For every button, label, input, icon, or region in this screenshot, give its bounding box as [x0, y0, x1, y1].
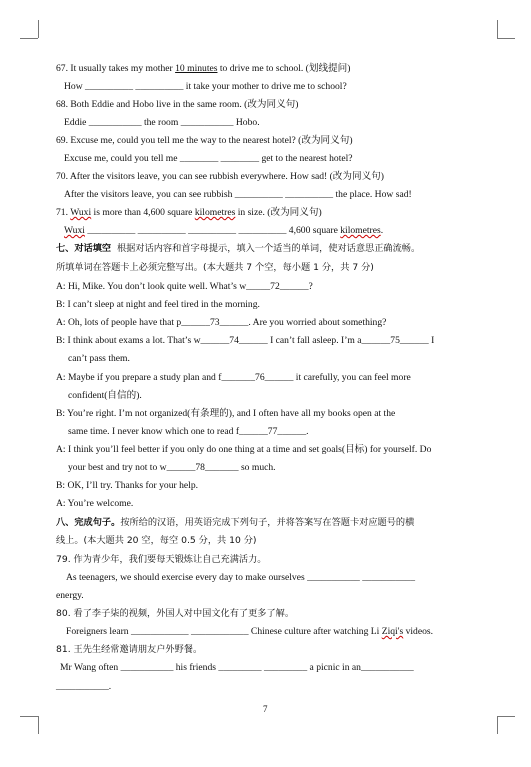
q81-chinese: 81. 王先生经常邀请朋友户外野餐。 — [56, 644, 203, 655]
crop-mark-top-left — [38, 20, 39, 38]
dialogue-line: B: OK, I’ll try. Thanks for your help. — [56, 480, 199, 491]
section-7-instructions-1: 根据对话内容和首字母提示，填入一个适当的单词，使对话意思正确流畅。 — [116, 243, 421, 254]
question-71 — [56, 207, 322, 219]
crop-mark-top-right — [497, 20, 498, 38]
dialogue-line: B: I think about exams a lot. That’s w______74______ I can’t fall asleep. I’m a______75______ I — [56, 335, 435, 346]
q67-answer-line: How __________ __________ it take your mother to drive me to school? — [64, 81, 347, 92]
q67-text-pre: 67. It usually takes my mother — [56, 63, 176, 74]
q71-answer-line — [64, 225, 383, 237]
q71-answer-mid: __________ __________ __________ __________ 4,600 square — [84, 225, 341, 236]
section-8-title: 八、完成句子。 — [56, 517, 121, 528]
q71-answer-wuxi: Wuxi — [64, 225, 85, 236]
dialogue-line: confident(自信的). — [68, 390, 142, 401]
dialogue-line: B: You’re right. I’m not organized(有条理的), and I often have all my books open at the — [56, 408, 396, 419]
q71-number: 71. — [56, 207, 71, 218]
crop-mark-bottom-right — [497, 716, 498, 734]
q79-english-line-2: energy. — [56, 590, 84, 601]
question-69: 69. Excuse me, could you tell me the way to the nearest hotel? (改为同义句) — [56, 135, 353, 146]
q80-chinese: 80. 看了李子柒的视频，外国人对中国文化有了更多了解。 — [56, 608, 295, 619]
section-8-instructions-1: 按所给的汉语，用英语完成下列句子，并将答案写在答题卡对应题号的横 — [120, 517, 415, 528]
q80-text-pre: Foreigners learn ____________ ____________ Chinese culture after watching Li — [66, 626, 382, 637]
q71-text-mid: is more than 4,600 square — [91, 207, 195, 218]
q80-english — [66, 626, 433, 638]
question-68: 68. Both Eddie and Hobo live in the same room. (改为同义句) — [56, 99, 299, 110]
question-70: 70. After the visitors leave, you can see rubbish everywhere. How sad! (改为同义句) — [56, 171, 384, 182]
dialogue-line: B: I can’t sleep at night and feel tired in the morning. — [56, 299, 260, 310]
section-7-title: 七、对话填空 — [56, 243, 112, 254]
q80-word-ziqi: Ziqi's — [381, 626, 404, 637]
q70-answer-line: After the visitors leave, you can see rubbish __________ __________ the place. How sad! — [64, 189, 412, 200]
q71-word-kilometres: kilometres — [194, 207, 236, 218]
dialogue-line: A: Maybe if you prepare a study plan and f_______76______ it carefully, you can feel more — [56, 372, 411, 383]
q71-answer-kilometres: kilometres — [340, 225, 381, 236]
page-number: 7 — [263, 704, 268, 714]
q81-english-line-1: Mr Wang often ___________ his friends _________ _________ a picnic in an___________ — [60, 662, 414, 673]
q71-word-wuxi: Wuxi — [70, 207, 92, 218]
dialogue-line: your best and try not to w______78_______ so much. — [68, 462, 276, 473]
q80-text-post: videos. — [403, 626, 434, 637]
crop-mark-bottom-left — [38, 716, 39, 734]
dialogue-line: A: You’re welcome. — [56, 498, 134, 509]
q67-underlined: 10 minutes — [175, 63, 218, 74]
dialogue-line: A: Hi, Mike. You don’t look quite well. What’s w_____72______? — [56, 281, 313, 292]
section-8-header — [56, 517, 414, 529]
dialogue-line: same time. I never know which one to read f______77______. — [68, 426, 309, 437]
dialogue-line: can’t pass them. — [68, 353, 130, 364]
crop-mark-top-left — [20, 38, 38, 39]
q68-answer-line: Eddie ___________ the room ___________ Hobo. — [64, 117, 260, 128]
crop-mark-bottom-right — [497, 716, 515, 717]
q79-english-line-1: As teenagers, we should exercise every day to make ourselves ___________ ___________ — [66, 572, 416, 583]
q79-chinese: 79. 作为青少年，我们要每天锻炼让自己充满活力。 — [56, 554, 267, 565]
section-7-instructions-2: 所填单词在答题卡上必须完整写出。(本大题共 7 个空，每小题 1 分，共 7 分) — [56, 262, 374, 273]
q67-text-post: to drive me to school. (划线提问) — [217, 63, 351, 74]
q81-english-line-2: ___________. — [56, 681, 112, 692]
dialogue-line: A: I think you’ll feel better if you only do one thing at a time and set goals(目标) for yourself. Do — [56, 444, 432, 455]
section-8-instructions-2: 线上。(本大题共 20 空，每空 0.5 分，共 10 分) — [56, 535, 257, 546]
question-67 — [56, 63, 350, 75]
crop-mark-top-right — [497, 38, 515, 39]
q71-answer-post: . — [380, 225, 384, 236]
q71-text-post: in size. (改为同义句) — [235, 207, 322, 218]
q69-answer-line: Excuse me, could you tell me ________ ________ get to the nearest hotel? — [64, 153, 353, 164]
section-7-header — [56, 243, 420, 255]
crop-mark-bottom-left — [20, 716, 38, 717]
dialogue-line: A: Oh, lots of people have that p______73______. Are you worried about something? — [56, 317, 387, 328]
